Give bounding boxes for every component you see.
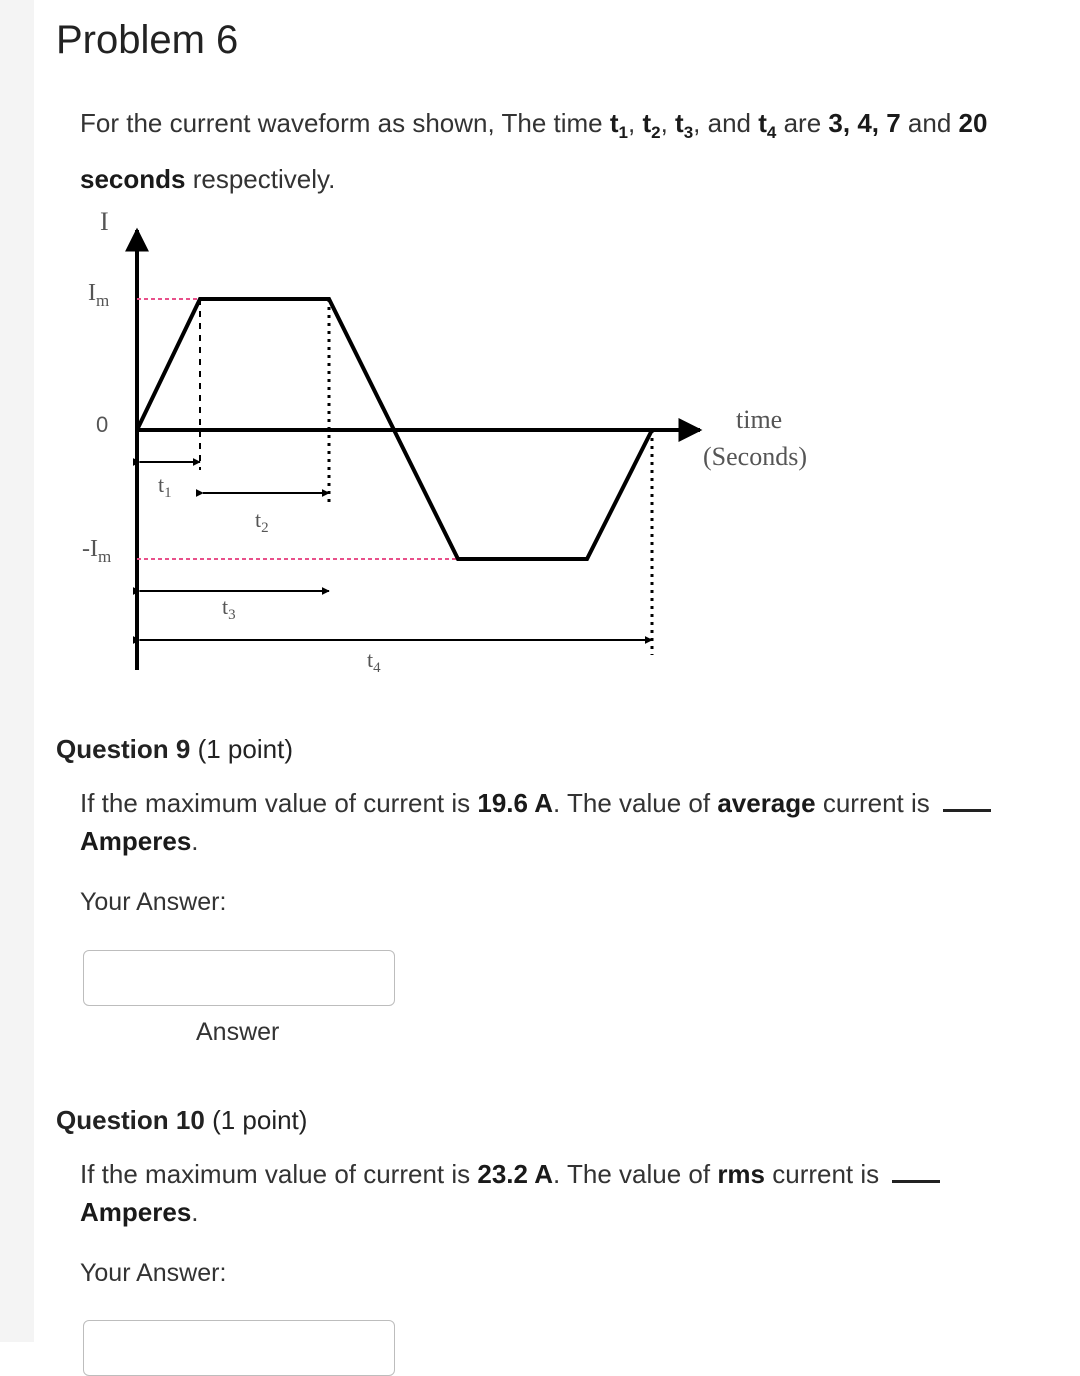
question-10-text: If the maximum value of current is 23.2 A. The value of rms current is Amperes. — [80, 1155, 1020, 1231]
t2-label: $t_2$ — [255, 507, 269, 536]
question-10-answer-prompt: Your Answer: — [80, 1259, 227, 1287]
x-axis-label-seconds: (Seconds) — [703, 442, 807, 471]
t1-label: $t_1$ — [158, 472, 172, 501]
im-label: $I_m$ — [88, 280, 110, 310]
question-9-text: If the maximum value of current is 19.6 A. The value of average current is Amperes. — [80, 784, 1020, 860]
question-10-answer-input[interactable] — [83, 1320, 395, 1376]
zero-label: 0 — [96, 412, 109, 437]
time-values: 3, 4, 7 — [828, 108, 901, 138]
current-waveform-figure — [70, 200, 850, 700]
page-title: Problem 6 — [56, 18, 239, 62]
y-axis-label: I — [100, 207, 109, 236]
neg-im-label: $-I_m$ — [82, 536, 112, 566]
question-9-answer-input[interactable] — [83, 950, 395, 1006]
fill-blank — [943, 793, 991, 812]
problem-intro: For the current waveform as shown, The time $t_1$, $t_2$, $t_3$, and $t_4$ are 3, 4, 7 and 20 seconds respectively. — [80, 108, 988, 195]
fill-blank — [892, 1164, 940, 1183]
x-axis-label-time: time — [736, 405, 783, 434]
time-value-last: 20 seconds — [80, 108, 988, 195]
question-9-answer-label: Answer — [196, 1018, 280, 1046]
question-9-answer-prompt: Your Answer: — [80, 888, 227, 916]
left-sidebar-strip — [0, 0, 34, 1342]
question-9-header: Question 9 (1 point) — [56, 734, 293, 764]
t4-label: $t_4$ — [367, 647, 381, 676]
question-10-header: Question 10 (1 point) — [56, 1105, 308, 1135]
t3-label: $t_3$ — [222, 594, 236, 623]
